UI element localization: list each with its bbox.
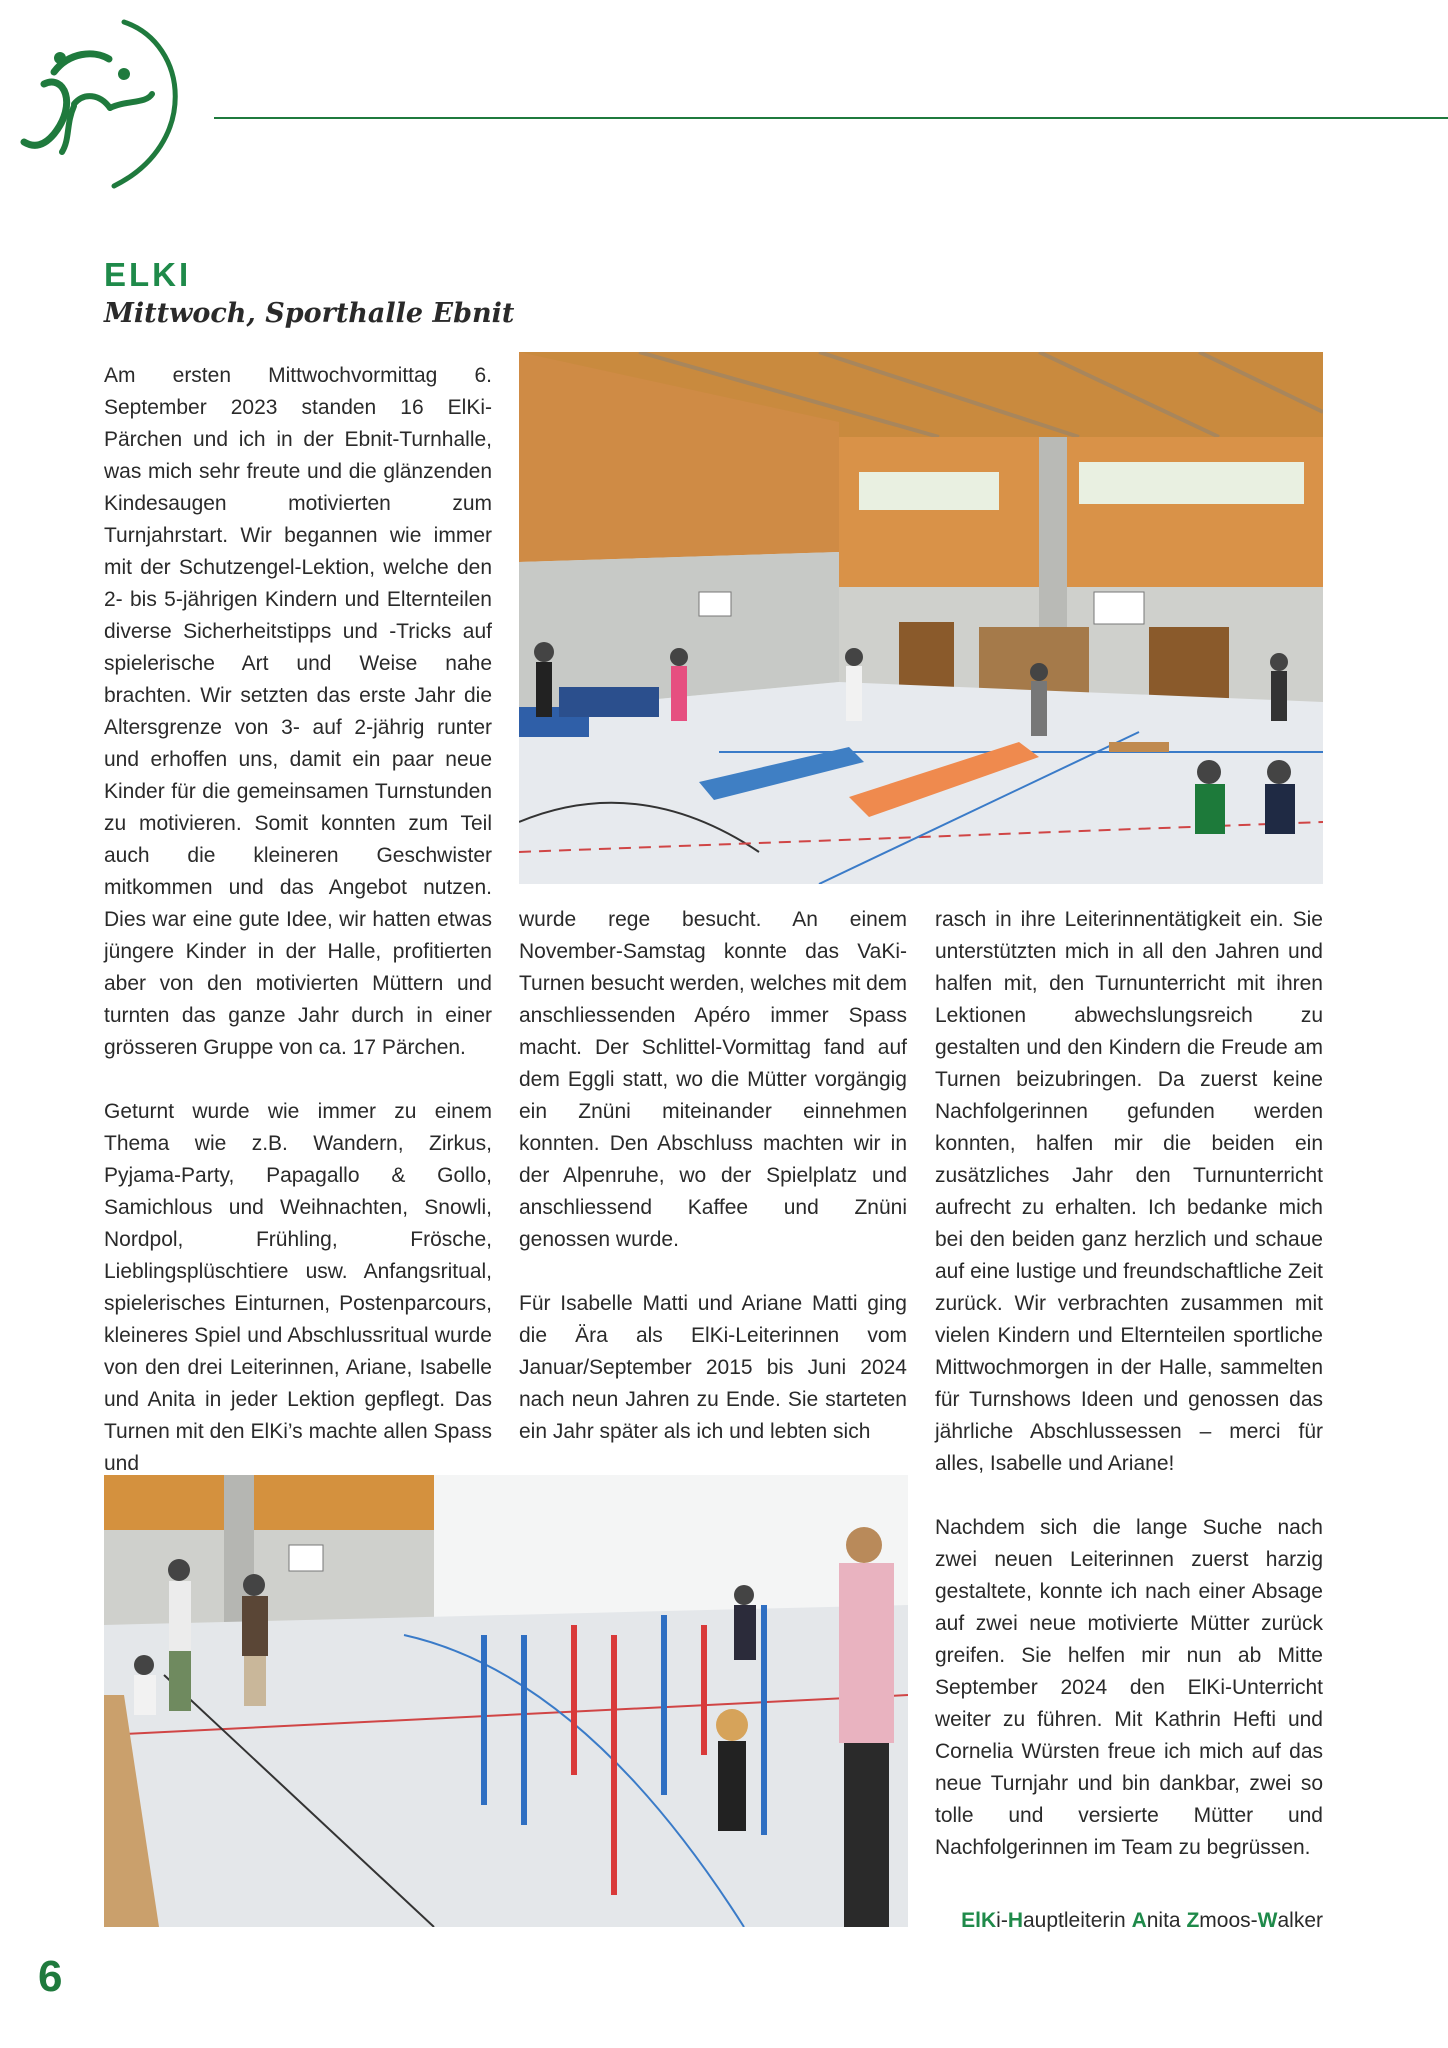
page-number: 6 (38, 1952, 63, 2001)
author-signature (935, 1905, 1323, 1937)
gym-hall-photo (519, 352, 1323, 884)
paragraph: Am ersten Mittwochvormittag 6. September 2023 standen 16 ElKi-Pärchen und ich in der Ebnit-Turnhalle, was mich sehr freute und die glänzenden Kindesaugen motivierten zum Turnjahrstart. Wir begannen wie immer mit der Schutzengel-Lektion, welche den 2- bis 5-jährigen Kindern und Elternteilen diverse Sicherheitstipps und -Tricks auf spielerische Art und Weise nahe brachten. Wir setzten das erste Jahr die Altersgrenze von 3- auf 2-jährig runter und erhoffen uns, damit ein paar neue Kinder für die gemeinsamen Turnstunden zu motivieren. Somit konnten zum Teil auch die kleineren Geschwister mitkommen und das Angebot nutzen. Dies war eine gute Idee, wir hatten etwas jüngere Kinder in der Halle, profitierten aber von den motivierten Müttern und turnten das ganze Jahr durch in einer grösseren Gruppe von ca. 17 Pärchen. (104, 364, 492, 1059)
signature-initial: K (980, 1909, 997, 1932)
paragraph: Nachdem sich die lange Suche nach zwei neuen Leiterinnen zuerst harzig gestaltete, konnte ich nach einer Absage auf zwei neue motivierte Mütter zurück greifen. Sie helfen mir nun ab Mitte September 2024 den ElKi-Unterricht weiter zu führen. Mit Kathrin Hefti und Cornelia Würsten freue ich mich auf das neue Turnjahr und bin dankbar, zwei so tolle und versierte Mütter und Nachfolgerinnen im Team zu begrüssen. (935, 1516, 1323, 1859)
paragraph: Für Isabelle Matti und Ariane Matti ging die Ära als ElKi-Leiterinnen vom Januar/September 2015 bis Juni 2024 nach neun Jahren zu Ende. Sie starteten ein Jahr später als ich und lebten sich (519, 1292, 907, 1443)
signature-text: alker (1277, 1909, 1323, 1932)
signature-initial: A (1131, 1909, 1147, 1932)
article-column-1 (104, 360, 492, 1480)
section-title: ELKI (104, 256, 192, 293)
signature-initial: H (1007, 1909, 1023, 1932)
section-subtitle: Mittwoch, Sporthalle Ebnit (104, 298, 515, 329)
club-logo-icon (14, 14, 194, 194)
paragraph: rasch in ihre Leiterinnentätigkeit ein. Sie unterstützten mich in all den Jahren und halfen mit, den Turnunterricht mit ihren Lektionen abwechslungsreich zu gestalten und den Kindern die Freude am Turnen beizubringen. Da zuerst keine Nachfolgerinnen gefunden werden konnten, halfen mir die beiden ein zusätzliches Jahr den Turnunterricht aufrecht zu erhalten. Ich bedanke mich bei den beiden ganz herzlich und schaue auf eine lustige und freundschaftliche Zeit zurück. Wir verbrachten zusammen mit vielen Kindern und Elternteilen sportliche Mittwochmorgen in der Halle, sammelten für Turnshows Ideen und genossen das jährliche Abschlussessen – merci für alles, Isabelle und Ariane! (935, 908, 1323, 1475)
signature-text: auptleiterin (1023, 1909, 1132, 1932)
article-column-3 (935, 904, 1323, 1864)
signature-initial: W (1257, 1909, 1278, 1932)
signature-text: moos- (1199, 1909, 1258, 1932)
signature-initial: El (961, 1909, 981, 1932)
header-rule (214, 117, 1448, 119)
signature-text: nita (1146, 1909, 1187, 1932)
signature-text: i- (996, 1909, 1008, 1932)
children-course-photo (104, 1475, 908, 1927)
signature-initial: Z (1186, 1909, 1200, 1932)
paragraph: wurde rege besucht. An einem November-Samstag konnte das VaKi-Turnen besucht werden, welches mit dem anschliessenden Apéro immer Spass macht. Der Schlittel-Vormittag fand auf dem Eggli statt, wo die Mütter vorgängig ein Znüni miteinander einnehmen konnten. Den Abschluss machten wir in der Alpenruhe, wo der Spielplatz und anschliessend Kaffee und Znüni genossen wurde. (519, 908, 907, 1251)
paragraph: Geturnt wurde wie immer zu einem Thema wie z.B. Wandern, Zirkus, Pyjama-Party, Papagallo & Gollo, Samichlous und Weihnachten, Snowli, Nordpol, Frühling, Frösche, Lieblingsplüschtiere usw. Anfangsritual, spielerisches Einturnen, Postenparcours, kleineres Spiel und Abschlussritual wurde von den drei Leiterinnen, Ariane, Isabelle und Anita in jeder Lektion gepflegt. Das Turnen mit den ElKi’s machte allen Spass und (104, 1100, 492, 1475)
article-column-2 (519, 904, 907, 1448)
